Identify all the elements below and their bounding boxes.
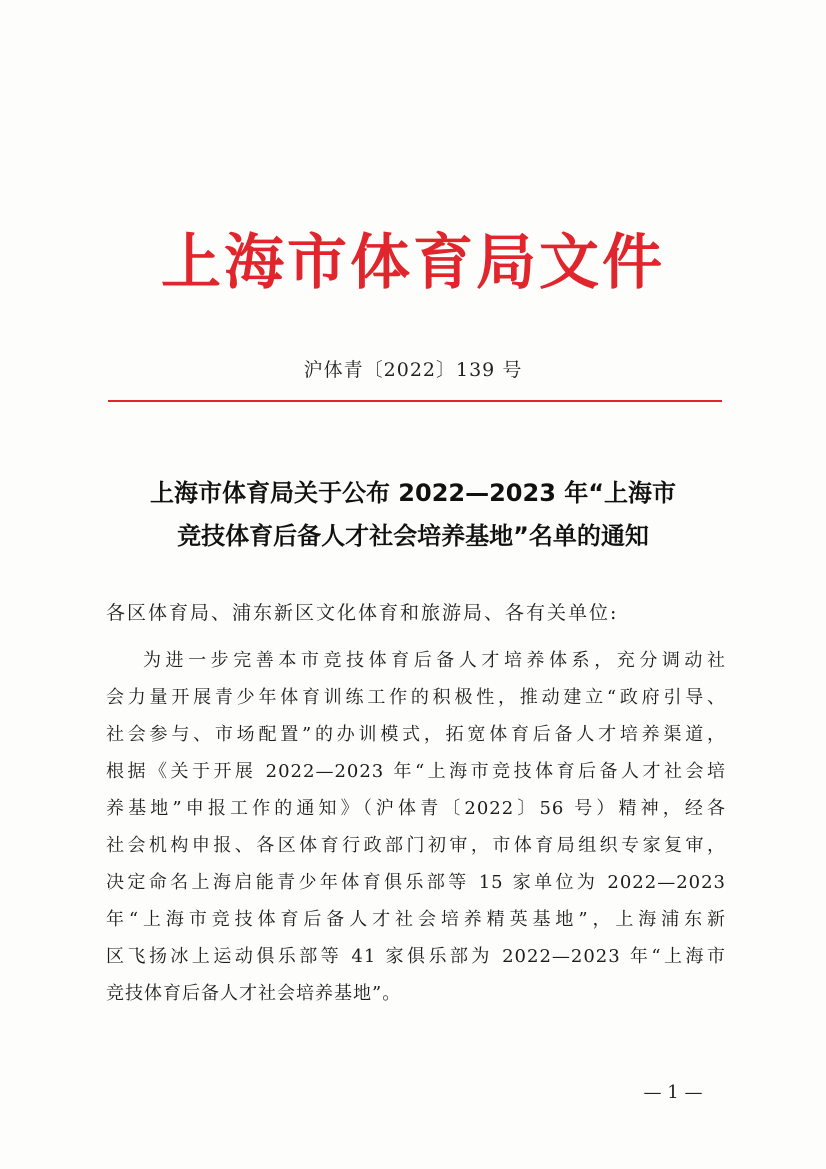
salutation: 各区体育局、浦东新区文化体育和旅游局、各有关单位: xyxy=(106,602,619,624)
body-line: 根据《关于开展 2022—2023 年“上海市竞技体育后备人才社会培 xyxy=(106,761,726,782)
body-line: 年“上海市竞技体育后备人才社会培养精英基地”，上海浦东新 xyxy=(106,909,726,930)
red-divider-line xyxy=(108,400,722,402)
body-line: 决定命名上海启能青少年体育俱乐部等 15 家单位为 2022—2023 xyxy=(106,872,726,893)
body-line: 社会机构申报、各区体育行政部门初审，市体育局组织专家复审， xyxy=(106,835,726,856)
title-line-2: 竞技体育后备人才社会培养基地”名单的通知 xyxy=(177,522,649,550)
body-paragraph xyxy=(106,642,726,1012)
body-line: 会力量开展青少年体育训练工作的积极性，推动建立“政府引导、 xyxy=(106,687,726,708)
document-title xyxy=(60,472,766,558)
body-line: 竞技体育后备人才社会培养基地”。 xyxy=(106,983,402,1004)
page-number xyxy=(0,1080,826,1106)
body-line: 为进一步完善本市竞技体育后备人才培养体系，充分调动社 xyxy=(143,650,726,671)
page-number-text: — 1 — xyxy=(643,1082,703,1103)
body-line: 养基地”申报工作的通知》（沪体青〔2022〕56 号）精神，经各 xyxy=(106,798,726,819)
document-masthead: 上海市体育局文件 xyxy=(161,228,665,298)
document-number: 沪体青〔2022〕139 号 xyxy=(303,359,523,381)
title-line-1: 上海市体育局关于公布 2022—2023 年“上海市 xyxy=(149,479,677,507)
body-line: 区飞扬冰上运动俱乐部等 41 家俱乐部为 2022—2023 年“上海市 xyxy=(106,946,726,967)
body-line: 社会参与、市场配置”的办训模式，拓宽体育后备人才培养渠道， xyxy=(106,724,726,745)
